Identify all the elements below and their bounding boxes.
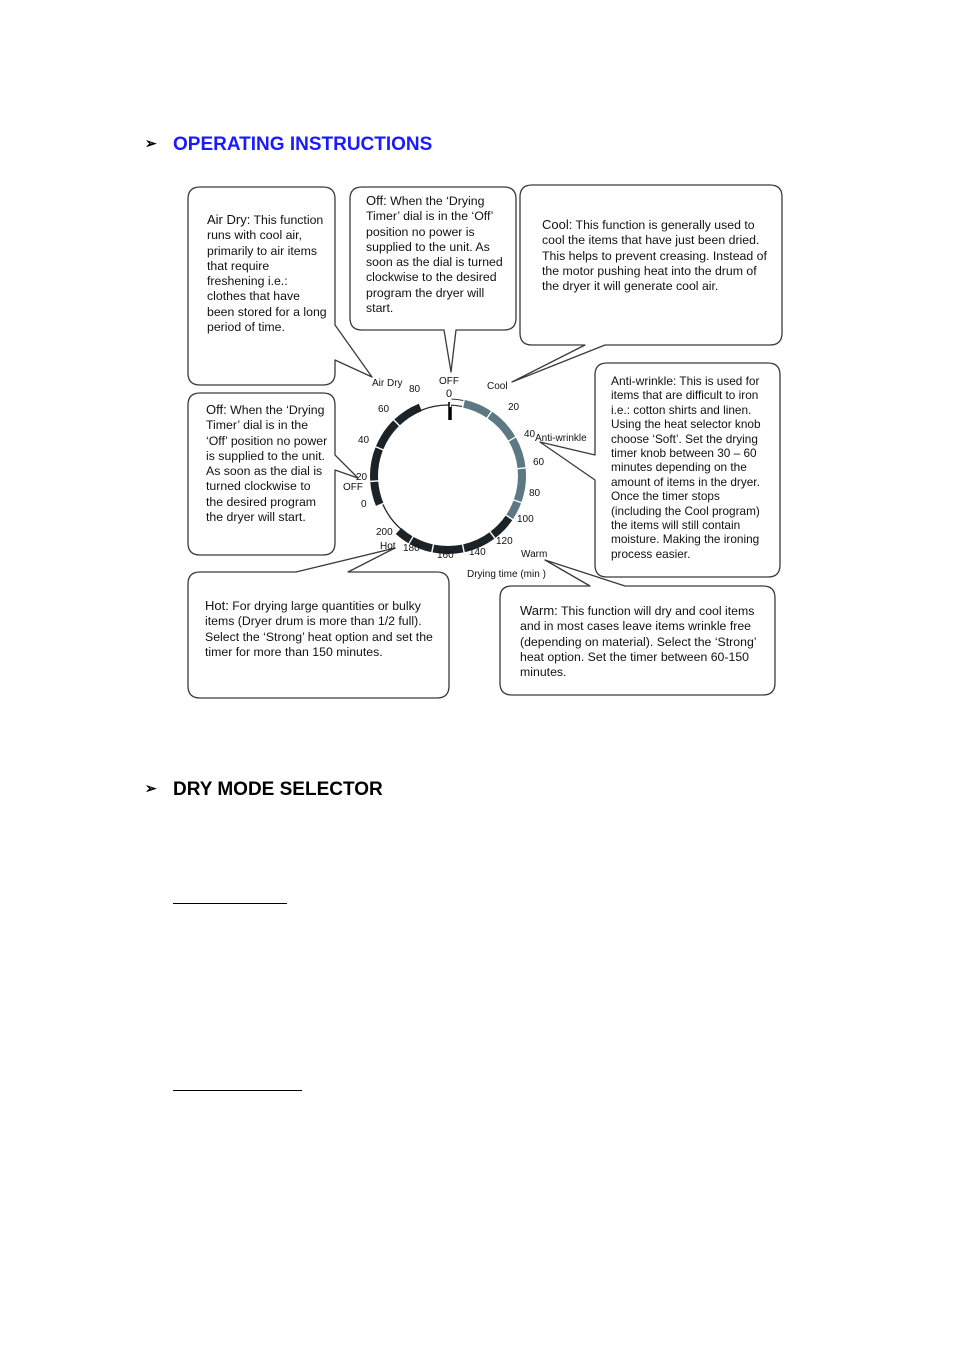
callout-title: Anti-wrinkle:: [611, 374, 677, 388]
ring-segment: [518, 468, 522, 501]
dial-marker-warm: Warm: [521, 549, 548, 560]
arrow-bullet-icon: ➢: [145, 780, 157, 796]
callout-body: This is used for items that are difficult to iron i.e.: cotton shirts and linen. Using the heat selector knob choose ‘Soft’. Set the drying timer knob between 30 – 60 minutes depending on the amount of items in the dryer. Once the timer stops (including the Cool program) the items will still contain moisture. Making the ironing process easier.: [611, 374, 761, 561]
callout-body: For drying large quantities or bulky items (Dryer drum is more than 1/2 full). Select the ‘Strong’ heat option and set the timer for more than 150 minutes.: [205, 599, 433, 659]
callout-title: Off:: [366, 193, 387, 208]
dial-marker-hot: Hot: [380, 541, 396, 552]
dial-number: 200: [376, 527, 393, 538]
callout-body: This function will dry and cool items and in most cases leave items wrinkle free (depending on material). Select the ‘Strong’ heat option. Set the timer between 60-150 minutes.: [520, 604, 757, 680]
callout-title: Off:: [206, 402, 227, 417]
callout-anti-wrinkle: [611, 374, 771, 561]
dial-number: 180: [403, 543, 420, 554]
callout-title: Hot:: [205, 598, 229, 613]
callout-warm: [520, 603, 774, 680]
dial-number: 20: [356, 472, 368, 483]
arrow-bullet-icon: ➢: [145, 135, 157, 151]
callout-off-left: [206, 402, 330, 525]
callout-air-dry: [207, 212, 329, 335]
dial-number: 80: [529, 488, 541, 499]
callout-body: This function is generally used to cool the items that have just been dried. This helps to prevent creasing. Instead of the motor pushing heat into the drum of the dryer it will generate cool air.: [542, 218, 767, 294]
dial-marker-off-top: OFF: [439, 376, 459, 387]
underline-rule: [173, 1090, 302, 1091]
heading-text: DRY MODE SELECTOR: [173, 779, 383, 800]
dial-number: 120: [496, 536, 513, 547]
dial-number: 60: [378, 404, 390, 415]
dial-number: 40: [358, 435, 370, 446]
dial-number: 140: [469, 547, 486, 558]
callout-title: Warm:: [520, 603, 558, 618]
dial-marker-off-left: OFF: [343, 482, 363, 493]
segment-divider: [369, 481, 379, 482]
dial-number: 60: [533, 457, 545, 468]
dial-marker-anti-wrinkle: Anti-wrinkle: [535, 433, 587, 444]
dial-number: 20: [508, 402, 520, 413]
callout-off-top: [366, 193, 514, 316]
dial-number: 40: [524, 429, 536, 440]
callout-hot: [205, 598, 443, 660]
dial-marker-zero-top: 0: [445, 388, 453, 400]
callout-body: When the ‘Drying Timer’ dial is in the ‘Off’ position no power is supplied to the unit. As soon as the dial is turned clockwise to the desired program the dryer will start.: [366, 194, 503, 316]
callout-body: This function runs with cool air, primarily to air items that require freshening i.e.: clothes that have been stored for a long period of time.: [207, 213, 327, 335]
timer-dial: [369, 397, 526, 553]
callout-cool: [542, 217, 776, 294]
section-heading-dry-mode-selector: [145, 779, 383, 801]
dial-marker-air-dry: Air Dry: [372, 378, 403, 389]
dial-marker-cool: Cool: [487, 381, 508, 392]
callout-title: Air Dry:: [207, 212, 251, 227]
dial-number: 100: [517, 514, 534, 525]
cool-segment-fill: [451, 402, 464, 404]
callout-title: Cool:: [542, 217, 573, 232]
dial-number: 160: [437, 550, 454, 561]
dial-axis-label: Drying time (min ): [467, 569, 546, 580]
dial-number: 80: [409, 384, 421, 395]
dial-number: 0: [361, 499, 367, 510]
callout-body: When the ‘Drying Timer’ dial is in the ‘Off’ position no power is supplied to the unit. As soon as the dial is turned clockwise to the desired program the dryer will start.: [206, 403, 328, 525]
heading-text: OPERATING INSTRUCTIONS: [173, 134, 433, 155]
underline-rule: [173, 903, 287, 904]
